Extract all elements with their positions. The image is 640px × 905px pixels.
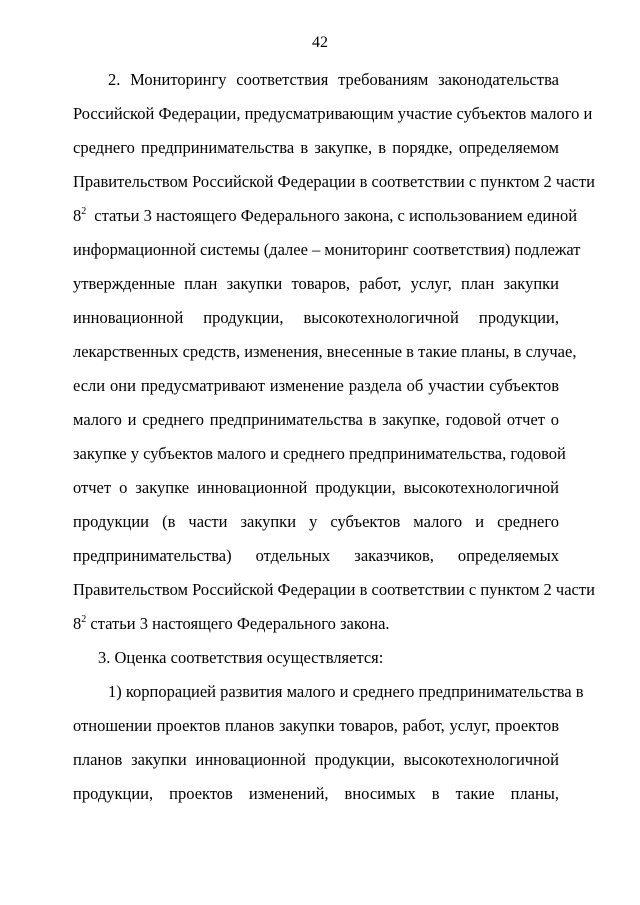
section-heading: 3. Оценка соответствия осуществляется: (98, 648, 384, 667)
paragraph-line: предпринимательства) отдельных заказчиков, определяемых (73, 546, 559, 565)
paragraph-line: $8^2$ статьи 3 настоящего Федерального закона. (73, 614, 390, 633)
part-number: $8^2$ (73, 614, 87, 633)
paragraph-line: лекарственных средств, изменения, внесенные в такие планы, в случае, (73, 342, 577, 361)
paragraph-line: отношении проектов планов закупки товаров, работ, услуг, проектов (73, 716, 559, 735)
paragraph-line: утвержденные план закупки товаров, работ, услуг, план закупки (73, 274, 559, 293)
paragraph-line: отчет о закупке инновационной продукции, высокотехнологичной (73, 478, 559, 497)
paragraph-line: $8^2$ статьи 3 настоящего Федерального закона, с использованием единой (73, 206, 578, 225)
paragraph-line: Правительством Российской Федерации в соответствии с пунктом 2 части (73, 172, 595, 191)
paragraph-line: продукции, проектов изменений, вносимых в такие планы, (73, 784, 559, 803)
paragraph-line: Российской Федерации, предусматривающим участие субъектов малого и (73, 104, 593, 123)
paragraph-line: малого и среднего предпринимательства в закупке, годовой отчет о (73, 410, 559, 429)
page-number: 42 (312, 34, 328, 51)
paragraph-line: если они предусматривают изменение раздела об участии субъектов (73, 376, 559, 395)
part-number: $8^2$ (73, 206, 87, 225)
paragraph-line: 1) корпорацией развития малого и среднего предпринимательства в (108, 682, 584, 701)
paragraph-line: Правительством Российской Федерации в соответствии с пунктом 2 части (73, 580, 595, 599)
paragraph-line: информационной системы (далее – мониторинг соответствия) подлежат (73, 240, 581, 259)
paragraph-line: 2. Мониторингу соответствия требованиям законодательства (108, 70, 559, 89)
paragraph-line: планов закупки инновационной продукции, высокотехнологичной (73, 750, 559, 769)
paragraph-line: продукции (в части закупки у субъектов малого и среднего (73, 512, 559, 531)
paragraph-line: среднего предпринимательства в закупке, в порядке, определяемом (73, 138, 559, 157)
paragraph-line: закупке у субъектов малого и среднего предпринимательства, годовой (73, 444, 566, 463)
paragraph-line: инновационной продукции, высокотехнологичной продукции, (73, 308, 559, 327)
